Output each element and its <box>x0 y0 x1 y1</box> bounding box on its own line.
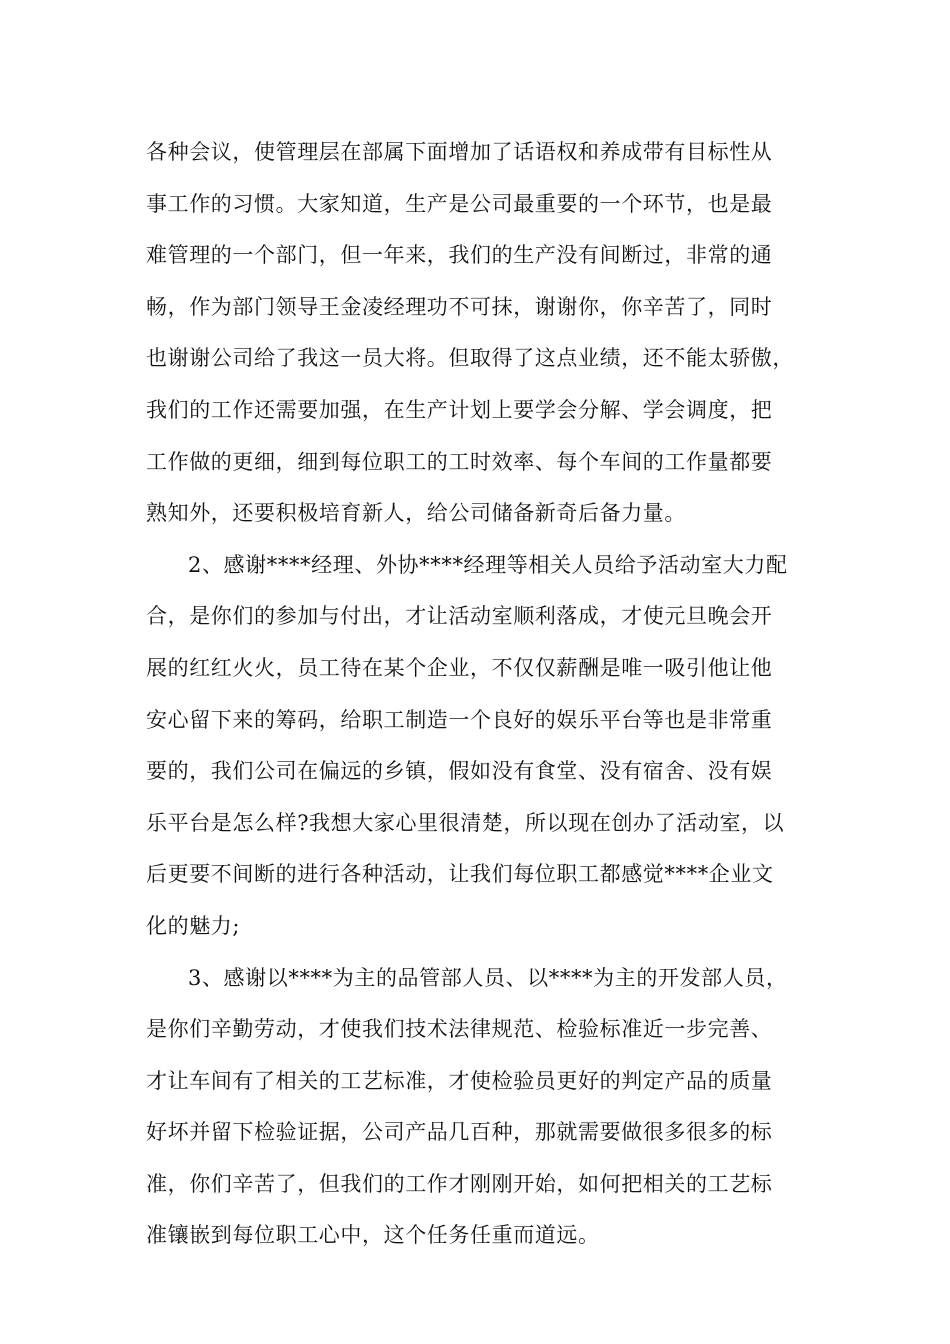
text-line: 2、感谢****经理、外协****经理等相关人员给予活动室大力配 <box>188 552 788 577</box>
text-line: 我们的工作还需要加强，在生产计划上要学会分解、学会调度，把 <box>146 397 773 422</box>
text-line: 后更要不间断的进行各种活动，让我们每位职工都感觉****企业文 <box>146 862 774 887</box>
text-line: 好坏并留下检验证据，公司产品几百种，那就需要做很多很多的标 <box>146 1120 773 1145</box>
text-line: 安心留下来的筹码，给职工制造一个良好的娱乐平台等也是非常重 <box>146 707 773 732</box>
text-line: 各种会议，使管理层在部属下面增加了话语权和养成带有目标性从 <box>146 140 773 164</box>
document-body <box>146 127 826 1262</box>
text-line: 也谢谢公司给了我这一员大将。但取得了这点业绩，还不能太骄傲， <box>146 346 794 371</box>
paragraph-2 <box>146 540 826 953</box>
text-line: 化的魅力; <box>146 913 241 938</box>
text-line: 准，你们辛苦了，但我们的工作才刚刚开始，如何把相关的工艺标 <box>146 1171 773 1196</box>
text-line: 熟知外，还要积极培育新人，给公司储备新奇后备力量。 <box>146 501 686 526</box>
text-line: 难管理的一个部门，但一年来，我们的生产没有间断过，非常的通 <box>146 243 773 268</box>
text-line: 展的红红火火，员工待在某个企业，不仅仅薪酬是唯一吸引他让他 <box>146 655 773 680</box>
text-line: 工作做的更细，细到每位职工的工时效率、每个车间的工作量都要 <box>146 449 773 474</box>
text-line: 事工作的习惯。大家知道，生产是公司最重要的一个环节，也是最 <box>146 191 773 216</box>
text-line: 乐平台是怎么样?我想大家心里很清楚，所以现在创办了活动室，以 <box>146 810 785 835</box>
text-line: 合，是你们的参加与付出，才让活动室顺利落成，才使元旦晚会开 <box>146 604 773 629</box>
paragraph-1 <box>146 127 826 540</box>
text-line: 准镶嵌到每位职工心中，这个任务任重而道远。 <box>146 1223 600 1248</box>
text-line: 是你们辛勤劳动，才使我们技术法律规范、检验标准近一步完善、 <box>146 1017 773 1042</box>
text-line: 3、感谢以****为主的品管部人员、以****为主的开发部人员， <box>188 965 788 990</box>
text-line: 畅，作为部门领导王金凌经理功不可抹，谢谢你，你辛苦了，同时 <box>146 294 773 319</box>
text-line: 才让车间有了相关的工艺标准，才使检验员更好的判定产品的质量 <box>146 1068 773 1093</box>
paragraph-3 <box>146 953 826 1263</box>
text-line: 要的，我们公司在偏远的乡镇，假如没有食堂、没有宿舍、没有娱 <box>146 759 773 784</box>
